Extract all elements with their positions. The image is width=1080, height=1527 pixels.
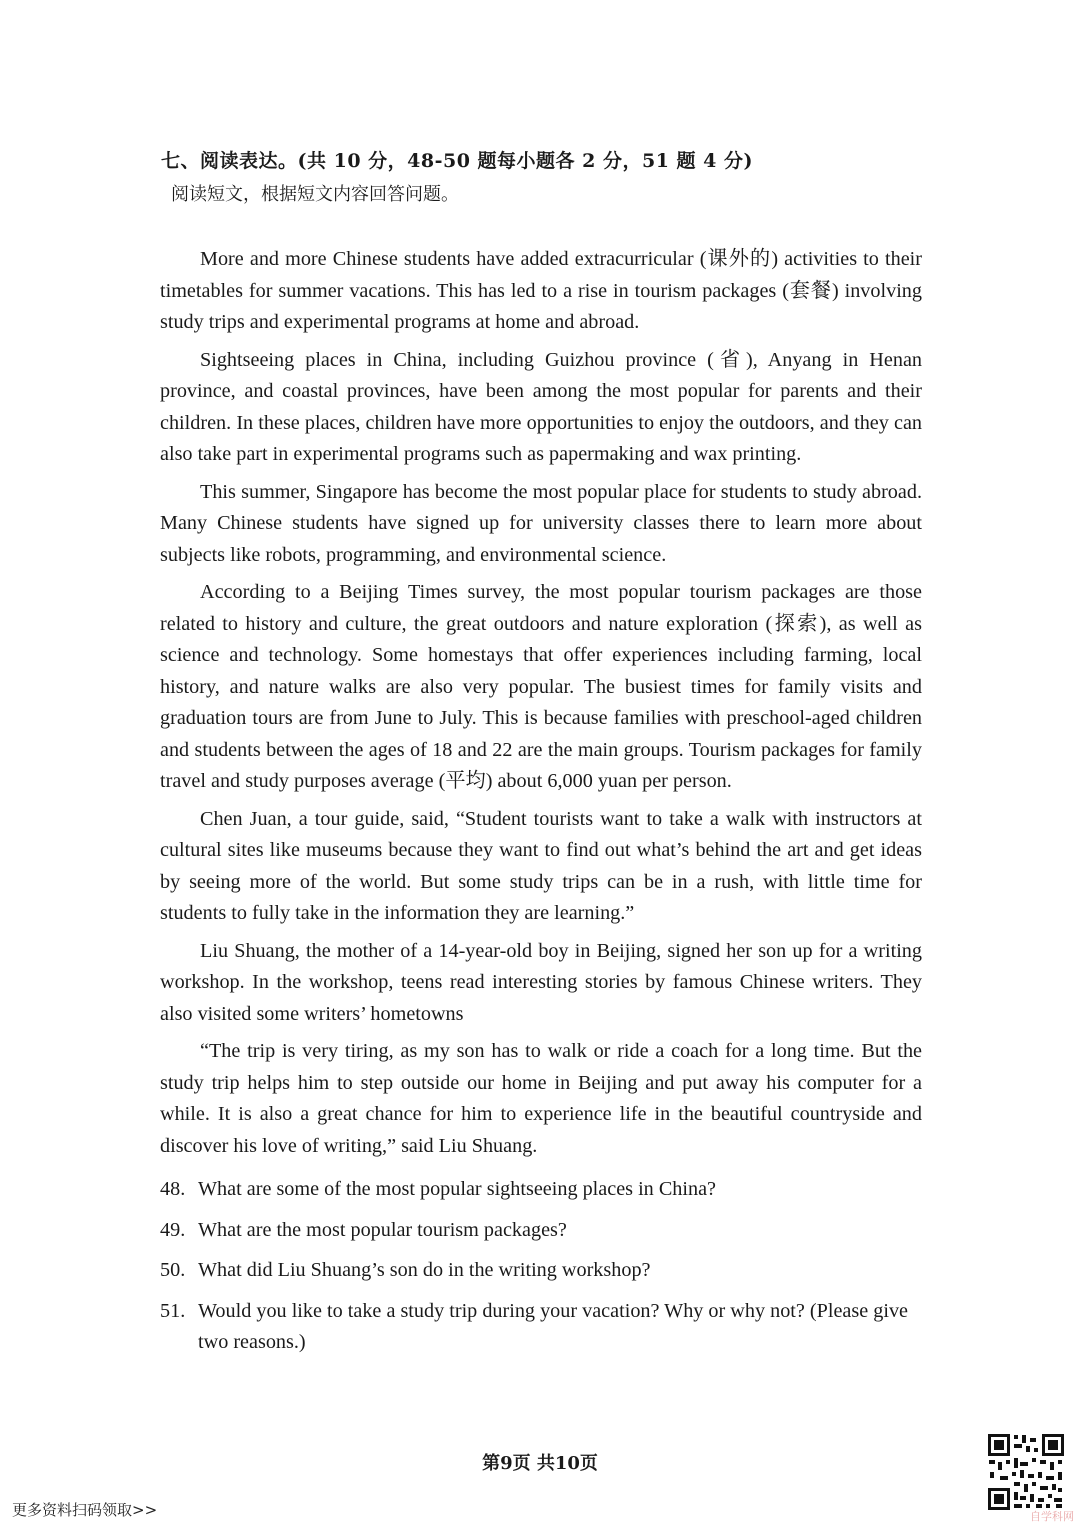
qr-code-icon[interactable]	[986, 1432, 1066, 1512]
passage-paragraph: Liu Shuang, the mother of a 14-year-old boy in Beijing, signed her son up for a writing workshop. In the workshop, teens read interesting stories by famous Chinese writers. They also visited some writers’ hometowns	[160, 939, 922, 1025]
watermark: 自学科网	[1030, 1510, 1074, 1523]
page-number: 第9页 共10页	[482, 1453, 598, 1474]
question-item	[160, 1296, 922, 1359]
passage-paragraph: “The trip is very tiring, as my son has to walk or ride a coach for a long time. But the study trip helps him to step outside our home in Beijing and put away his computer for a while. It is also a great chance for him to experience life in the beautiful countryside and discover his love of writing,” said Liu Shuang.	[160, 1040, 922, 1157]
section-instruction: 阅读短文，根据短文内容回答问题。	[171, 184, 459, 205]
reading-passage	[160, 244, 922, 1168]
passage-paragraph: More and more Chinese students have added extracurricular (课外的) activities to their timetables for summer vacations. This has led to a rise in tourism packages (套餐) involving study trips and experimental programs at home and abroad.	[160, 248, 922, 333]
question-item	[160, 1215, 922, 1247]
passage-paragraph: According to a Beijing Times survey, the most popular tourism packages are those related to history and culture, the great outdoors and nature exploration (探索), as well as science and technology. Some homestays that offer experiences including farming, local history, and nature walks are also very popular. The busiest times for family visits and graduation tours are from June to July. This is because families with preschool-aged children and students between the ages of 18 and 22 are the main groups. Tourism packages for family travel and study purposes average (平均) about 6,000 yuan per person.	[160, 581, 922, 792]
question-number: 51.	[160, 1299, 186, 1322]
question-number: 50.	[160, 1259, 186, 1281]
question-item	[160, 1174, 922, 1206]
question-text: Would you like to take a study trip during your vacation? Why or why not? (Please give two reasons.)	[198, 1299, 909, 1353]
question-number: 48.	[160, 1178, 186, 1200]
passage-paragraph: Chen Juan, a tour guide, said, “Student tourists want to take a walk with instructors at cultural sites like museums because they want to find out what’s behind the art and get ideas by seeing more of the world. But some study trips can be in a rush, with little time for students to fully take in the information they are learning.”	[160, 807, 922, 924]
question-text: What are the most popular tourism packages?	[198, 1218, 567, 1241]
question-item	[160, 1255, 922, 1287]
footer-note: 更多资料扫码领取>>	[12, 1501, 158, 1519]
passage-paragraph: This summer, Singapore has become the most popular place for students to study abroad. Many Chinese students have signed up for university classes there to learn more about subjects like robots, programming, and environmental science.	[160, 480, 922, 566]
question-text: What did Liu Shuang’s son do in the writing workshop?	[198, 1259, 651, 1281]
passage-paragraph: Sightseeing places in China, including Guizhou province (省), Anyang in Henan province, and coastal provinces, have been among the most popular for parents and their children. In these places, children have more opportunities to enjoy the outdoors, and they can also take part in experimental programs such as papermaking and wax printing.	[160, 348, 922, 465]
question-text: What are some of the most popular sightseeing places in China?	[198, 1178, 717, 1200]
question-number: 49.	[160, 1218, 186, 1241]
section-heading: 七、阅读表达。(共 10 分，48-50 题每小题各 2 分，51 题 4 分)	[161, 150, 753, 172]
question-list	[160, 1174, 922, 1368]
